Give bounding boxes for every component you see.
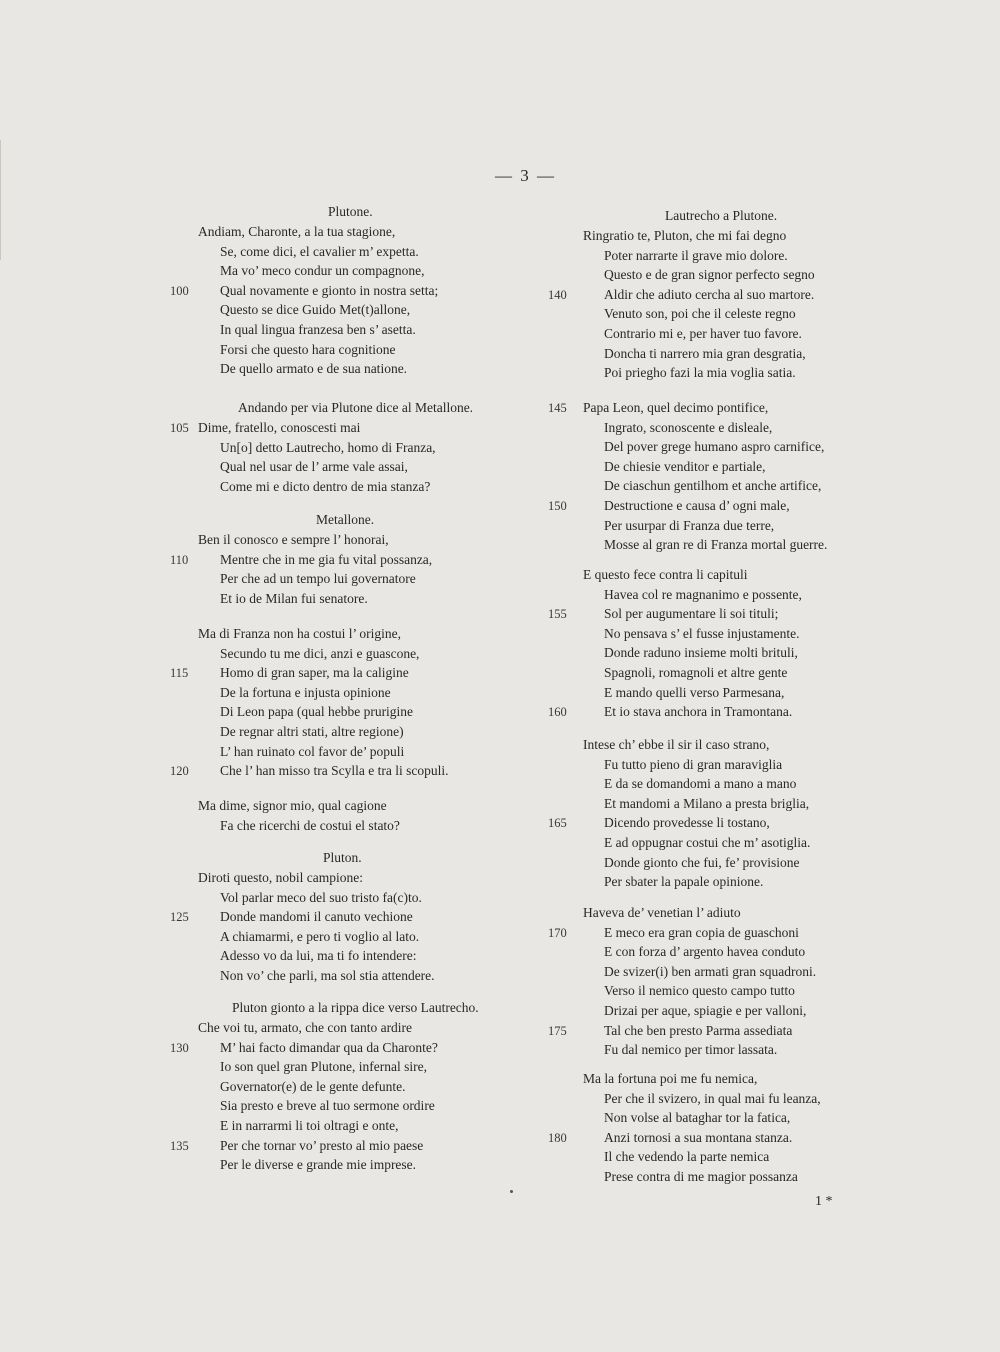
verse-line: No pensava s’ el fusse injustamente. [604,625,800,641]
verse-line: Ma vo’ meco condur un compagnone, [220,263,425,279]
verse-line: Per sbater la papale opinione. [604,874,764,890]
verse-line: Mosse al gran re di Franza mortal guerre. [604,537,828,553]
verse-line: Per che tornar vo’ presto al mio paese [220,1137,424,1153]
verse-line: Adesso vo da lui, ma ti fo intendere: [220,948,417,964]
verse-line: Havea col re magnanimo e possente, [604,586,802,602]
verse-line: Dicendo provedesse li tostano, [604,815,770,831]
verse-line: Anzi tornosi a sua montana stanza. [604,1129,793,1145]
verse-line: L’ han ruinato col favor de’ populi [220,743,405,759]
verse-line: Homo di gran saper, ma la caligine [220,665,409,681]
verse-line: Ringratio te, Pluton, che mi fai degno [583,228,787,243]
line-number: 145 [548,401,567,415]
verse-line: Io son quel gran Plutone, infernal sire, [220,1059,427,1075]
verse-line: De chiesie venditor e partiale, [604,458,766,474]
verse-line: Papa Leon, quel decimo pontifice, [583,400,769,415]
verse-line: Secundo tu me dici, anzi e guascone, [220,645,420,661]
verse-line: De la fortuna e injusta opinione [220,684,391,700]
line-number: 135 [170,1138,189,1153]
verse-line: Fa che ricerchi de costui el stato? [220,817,400,833]
verse-line: Andiam, Charonte, a la tua stagione, [198,224,396,239]
line-number: 130 [170,1040,189,1055]
verse-line: Dime, fratello, conoscesti mai [198,420,361,435]
verse-line: Di Leon papa (qual hebbe prurigine [220,704,414,720]
line-number: 140 [548,287,567,302]
verse-line: Fu dal nemico per timor lassata. [604,1042,778,1058]
verse-line: Intese ch’ ebbe il sir il caso strano, [583,737,770,752]
verse-line: Qual nel usar de l’ arme vale assai, [220,459,408,475]
line-number: 175 [548,1023,567,1038]
verse-line: Non volse al bataghar tor la fatica, [604,1110,791,1126]
line-number: 165 [548,816,567,831]
verse-line: Del pover grege humano aspro carnifice, [604,439,825,455]
verse-line: Se, come dici, el cavalier m’ expetta. [220,243,419,259]
verse-line: Haveva de’ venetian l’ adiuto [583,905,741,920]
line-number: 100 [170,283,189,298]
speaker-heading: Pluton gionto a la rippa dice verso Lautrecho. [232,1000,479,1015]
speaker-heading: Lautrecho a Plutone. [665,208,778,223]
line-number: 160 [548,705,567,720]
verse-line: Forsi che questo hara cognitione [220,341,396,357]
verse-line: M’ hai facto dimandar qua da Charonte? [220,1039,438,1055]
verse-line: Venuto son, poi che il celeste regno [604,306,796,322]
verse-line: Un[o] detto Lautrecho, homo di Franza, [220,439,436,455]
verse-line: Mentre che in me gia fu vital possanza, [220,551,433,567]
verse-line: In qual lingua franzesa ben s’ asetta. [220,322,416,337]
verse-line: Et io de Milan fui senatore. [220,590,368,606]
verse-line: Governator(e) de le gente defunte. [220,1078,406,1094]
line-number: 120 [170,764,189,779]
ink-speck [510,1190,513,1193]
verse-line: A chiamarmi, e pero ti voglio al lato. [220,928,420,944]
right-column [520,0,920,1352]
verse-line: Ben il conosco e sempre l’ honorai, [198,532,389,547]
line-number: 105 [170,421,189,435]
speaker-heading: Metallone. [316,512,375,527]
verse-line: E meco era gran copia de guaschoni [604,924,799,940]
verse-line: Poter narrarte il grave mio dolore. [604,247,788,263]
verse-line: Ma dime, signor mio, qual cagione [198,798,387,813]
line-number: 180 [548,1130,567,1145]
verse-line: E ad oppugnar costui che m’ asotiglia. [604,835,811,850]
line-number: 110 [170,552,189,567]
line-number: 150 [548,499,567,513]
page-number: — 3 — [495,166,556,185]
verse-line: Donde gionto che fui, fe’ provisione [604,854,800,870]
verse-line: Non vo’ che parli, ma sol stia attendere. [220,968,435,983]
verse-line: Destructione e causa d’ ogni male, [604,498,790,513]
verse-line: Et mandomi a Milano a presta briglia, [604,795,810,811]
verse-line: Poi priegho fazi la mia voglia satia. [604,365,796,381]
verse-line: Doncha ti narrero mia gran desgratia, [604,345,806,361]
line-number: 125 [170,910,189,925]
verse-line: Contrario mi e, per haver tuo favore. [604,326,802,341]
speaker-heading: Pluton. [323,850,362,865]
verse-line: Ma la fortuna poi me fu nemica, [583,1071,758,1086]
verse-line: E questo fece contra li capituli [583,567,748,582]
signature-mark: 1 * [815,1194,833,1209]
verse-line: Che l’ han misso tra Scylla e tra li scopuli. [220,763,449,779]
speaker-heading: Plutone. [328,204,373,219]
verse-line: Qual novamente e gionto in nostra setta; [220,282,439,298]
verse-line: De svizer(i) ben armati gran squadroni. [604,963,817,979]
verse-line: Sia presto e breve al tuo sermone ordire [220,1098,435,1114]
verse-line: Prese contra di me magior possanza [604,1169,798,1184]
verse-line: E mando quelli verso Parmesana, [604,684,785,700]
verse-line: Per usurpar di Franza due terre, [604,517,775,533]
verse-line: De regnar altri stati, altre regione) [220,724,404,739]
verse-line: De ciaschun gentilhom et anche artifice, [604,478,822,494]
verse-line: Drizai per aque, spiagie e per valloni, [604,1003,807,1018]
verse-line: Il che vedendo la parte nemica [604,1149,770,1165]
line-number: 115 [170,666,189,681]
verse-line: Tal che ben presto Parma assediata [604,1022,793,1038]
line-number: 155 [548,607,567,622]
verse-line: Ingrato, sconoscente e disleale, [604,419,773,435]
verse-line: Aldir che adiuto cercha al suo martore. [604,286,815,302]
line-number: 170 [548,925,567,940]
verse-line: Vol parlar meco del suo tristo fa(c)to. [220,889,422,905]
verse-line: E con forza d’ argento havea conduto [604,944,806,960]
verse-line: Donde mandomi il canuto vechione [220,909,413,925]
verse-line: Per le diverse e grande mie imprese. [220,1157,417,1173]
verse-line: Sol per augumentare li soi tituli; [604,606,779,622]
verse-line: Verso il nemico questo campo tutto [604,983,795,999]
verse-line: Ma di Franza non ha costui l’ origine, [198,626,401,641]
speaker-heading: Andando per via Plutone dice al Metallone. [238,400,474,415]
verse-line: Questo e de gran signor perfecto segno [604,267,815,283]
verse-line: Questo se dice Guido Met(t)allone, [220,302,411,318]
verse-line: Fu tutto pieno di gran maraviglia [604,756,783,772]
verse-line: Et io stava anchora in Tramontana. [604,704,793,720]
verse-line: De quello armato e de sua natione. [220,361,408,377]
verse-line: E in narrarmi li toi oltragi e onte, [220,1118,399,1133]
verse-line: Per che ad un tempo lui governatore [220,571,416,587]
verse-line: Spagnoli, romagnoli et altre gente [604,665,788,680]
verse-line: E da se domandomi a mano a mano [604,776,797,792]
verse-line: Diroti questo, nobil campione: [198,870,363,885]
verse-line: Donde raduno insieme molti brituli, [604,645,798,661]
verse-line: Come mi e dicto dentro de mia stanza? [220,478,431,494]
verse-line: Per che il svizero, in qual mai fu leanza, [604,1090,821,1106]
verse-line: Che voi tu, armato, che con tanto ardire [198,1020,413,1035]
